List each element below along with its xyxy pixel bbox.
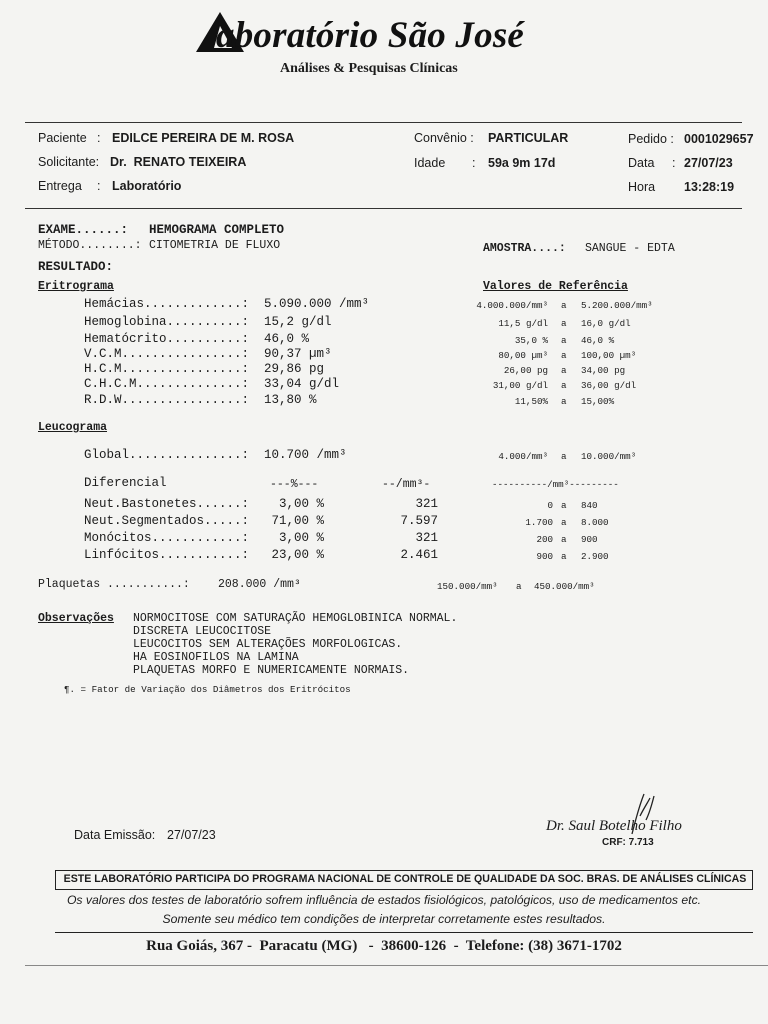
- address: Rua Goiás, 367 - Paracatu (MG) - 38600-126 - Telefone: (38) 3671-1702: [146, 938, 622, 954]
- row-abs: 7.597: [400, 514, 438, 528]
- row-value: 46,0 %: [264, 332, 310, 346]
- row-label: Global...............:: [84, 448, 250, 462]
- ref-high: 10.000/mm³: [581, 451, 637, 462]
- row-pct: 3,00 %: [278, 497, 324, 511]
- ref-low: 26,00 pg: [503, 365, 548, 376]
- colon: :: [672, 156, 676, 170]
- ref-high: 16,0 g/dl: [581, 318, 631, 329]
- pedido-value: 0001029657: [684, 132, 754, 146]
- ref-low: 150.000/mm³: [437, 581, 498, 592]
- entrega-label: Entrega: [38, 179, 82, 193]
- ref-high: 2.900: [581, 551, 609, 562]
- row-label: Linfócitos...........:: [84, 548, 250, 562]
- row-label: Neut.Bastonetes......:: [84, 497, 250, 511]
- ref-low: 0: [547, 500, 553, 511]
- valores-referencia-heading: Valores de Referência: [483, 280, 628, 293]
- ref-sep: a: [561, 451, 567, 462]
- hora-label: Hora: [628, 180, 656, 194]
- quality-notice-box: [55, 870, 753, 890]
- ref-high: 100,00 µm³: [581, 350, 637, 361]
- ref-low: 900: [536, 551, 553, 562]
- ref-low: 11,50%: [514, 396, 548, 407]
- ref-sep: a: [561, 318, 567, 329]
- ref-low: 35,0 %: [514, 335, 548, 346]
- idade-value: 59a 9m 17d: [488, 156, 556, 170]
- ref-low: 4.000/mm³: [498, 451, 548, 462]
- ref-sep: a: [516, 581, 522, 592]
- ref-low: 4.000.000/mm³: [476, 300, 548, 311]
- quality-notice: ESTE LABORATÓRIO PARTICIPA DO PROGRAMA NACIONAL DE CONTROLE DE QUALIDADE DA SOC. BRAS. DE ANÁLISES CLÍNICAS: [63, 873, 747, 885]
- row-value: 33,04 g/dl: [264, 377, 340, 391]
- col-mm-header: --/mm³-: [382, 478, 431, 491]
- convenio-label: Convênio :: [414, 131, 474, 145]
- col-ref-header: ----------/mm³---------: [492, 479, 619, 490]
- ref-high: 840: [581, 500, 598, 511]
- ref-sep: a: [561, 396, 567, 407]
- ref-sep: a: [561, 380, 567, 391]
- ref-high: 34,00 pg: [581, 365, 626, 376]
- disclaimer-line-1: Os valores dos testes de laboratório sofrem influência de estados fisiológicos, patológicos, uso de medicamentos etc.: [66, 893, 702, 907]
- ref-high: 8.000: [581, 517, 609, 528]
- row-label: Hemácias.............:: [84, 297, 250, 311]
- row-label: C.H.C.M..............:: [84, 377, 250, 391]
- observacao-line: NORMOCITOSE COM SATURAÇÃO HEMOGLOBINICA NORMAL.: [133, 612, 458, 625]
- divider-mid: [25, 208, 742, 209]
- divider-footer: [55, 932, 753, 933]
- ref-low: 31,00 g/dl: [492, 380, 548, 391]
- hora-value: 13:28:19: [684, 180, 735, 194]
- row-value: 13,80 %: [264, 393, 317, 407]
- ref-sep: a: [561, 300, 567, 311]
- ref-low: 11,5 g/dl: [498, 318, 548, 329]
- row-label: H.C.M................:: [84, 362, 250, 376]
- colon: :: [97, 179, 101, 193]
- row-label: Plaquetas ...........:: [38, 578, 190, 591]
- ref-sep: a: [561, 517, 567, 528]
- exame-value: HEMOGRAMA COMPLETO: [149, 223, 285, 237]
- row-value: 29,86 pg: [264, 362, 325, 376]
- row-pct: 23,00 %: [271, 548, 324, 562]
- row-label: Monócitos............:: [84, 531, 250, 545]
- colon: :: [97, 131, 101, 145]
- row-label: V.C.M................:: [84, 347, 250, 361]
- footnote: ¶. = Fator de Variação dos Diâmetros dos Eritrócitos: [64, 684, 351, 695]
- data-label: Data: [628, 156, 655, 170]
- row-label: Neut.Segmentados.....:: [84, 514, 250, 528]
- crf: CRF: 7.713: [602, 837, 654, 848]
- row-pct: 71,00 %: [271, 514, 324, 528]
- ref-high: 46,0 %: [581, 335, 615, 346]
- solicitante-label: Solicitante:: [38, 155, 100, 169]
- observacoes-label: Observações: [38, 612, 114, 625]
- resultado-heading: RESULTADO:: [38, 260, 114, 274]
- ref-sep: a: [561, 534, 567, 545]
- lab-subtitle: Análises & Pesquisas Clínicas: [280, 61, 458, 76]
- ref-low: 1.700: [525, 517, 553, 528]
- metodo-value: CITOMETRIA DE FLUXO: [149, 239, 281, 252]
- ref-sep: a: [561, 350, 567, 361]
- row-pct: 3,00 %: [278, 531, 324, 545]
- divider-bottom: [25, 965, 768, 966]
- observacao-line: DISCRETA LEUCOCITOSE: [133, 625, 272, 638]
- row-abs: 321: [415, 531, 438, 545]
- idade-label: Idade: [414, 156, 446, 170]
- leucograma-heading: Leucograma: [38, 421, 108, 434]
- colon: :: [472, 156, 476, 170]
- paciente-value: EDILCE PEREIRA DE M. ROSA: [112, 131, 295, 145]
- pedido-label: Pedido :: [628, 132, 674, 146]
- diferencial-label: Diferencial: [84, 476, 167, 490]
- row-value: 15,2 g/dl: [264, 315, 332, 329]
- ref-sep: a: [561, 335, 567, 346]
- lab-name: aboratório São José: [216, 15, 525, 56]
- metodo-label: MÉTODO........:: [38, 239, 142, 252]
- row-value: 208.000 /mm³: [218, 578, 301, 591]
- row-abs: 321: [415, 497, 438, 511]
- ref-sep: a: [561, 551, 567, 562]
- row-value: 90,37 µm³: [264, 347, 332, 361]
- row-label: Hematócrito..........:: [84, 332, 250, 346]
- ref-sep: a: [561, 365, 567, 376]
- divider-top: [25, 122, 742, 123]
- ref-sep: a: [561, 500, 567, 511]
- amostra-label: AMOSTRA....:: [483, 242, 566, 255]
- ref-high: 15,00%: [581, 396, 615, 407]
- col-pct-header: ---%---: [270, 478, 319, 491]
- solicitante-value: Dr. RENATO TEIXEIRA: [110, 155, 247, 169]
- paciente-label: Paciente: [38, 131, 87, 145]
- amostra-value: SANGUE - EDTA: [585, 242, 675, 255]
- exame-label: EXAME......:: [38, 223, 129, 237]
- entrega-value: Laboratório: [112, 179, 182, 193]
- data-emissao-label: Data Emissão:: [74, 828, 156, 842]
- eritrograma-heading: Eritrograma: [38, 280, 114, 293]
- observacao-line: LEUCOCITOS SEM ALTERAÇÕES MORFOLOGICAS.: [133, 638, 403, 651]
- row-value: 10.700 /mm³: [264, 448, 347, 462]
- ref-low: 200: [536, 534, 553, 545]
- disclaimer-line-2: Somente seu médico tem condições de interpretar corretamente estes resultados.: [162, 912, 606, 926]
- ref-high: 450.000/mm³: [534, 581, 595, 592]
- observacao-line: PLAQUETAS MORFO E NUMERICAMENTE NORMAIS.: [133, 664, 410, 677]
- ref-low: 80,00 µm³: [498, 350, 548, 361]
- ref-high: 5.200.000/mm³: [581, 300, 653, 311]
- observacao-line: HA EOSINOFILOS NA LAMINA: [133, 651, 299, 664]
- ref-high: 900: [581, 534, 598, 545]
- data-emissao-value: 27/07/23: [167, 828, 216, 842]
- ref-high: 36,00 g/dl: [581, 380, 637, 391]
- row-label: R.D.W................:: [84, 393, 250, 407]
- data-value: 27/07/23: [684, 156, 733, 170]
- row-abs: 2.461: [400, 548, 438, 562]
- doctor-name: Dr. Saul Botelho Filho: [546, 818, 682, 834]
- convenio-value: PARTICULAR: [488, 131, 569, 145]
- row-value: 5.090.000 /mm³: [264, 297, 370, 311]
- row-label: Hemoglobina..........:: [84, 315, 250, 329]
